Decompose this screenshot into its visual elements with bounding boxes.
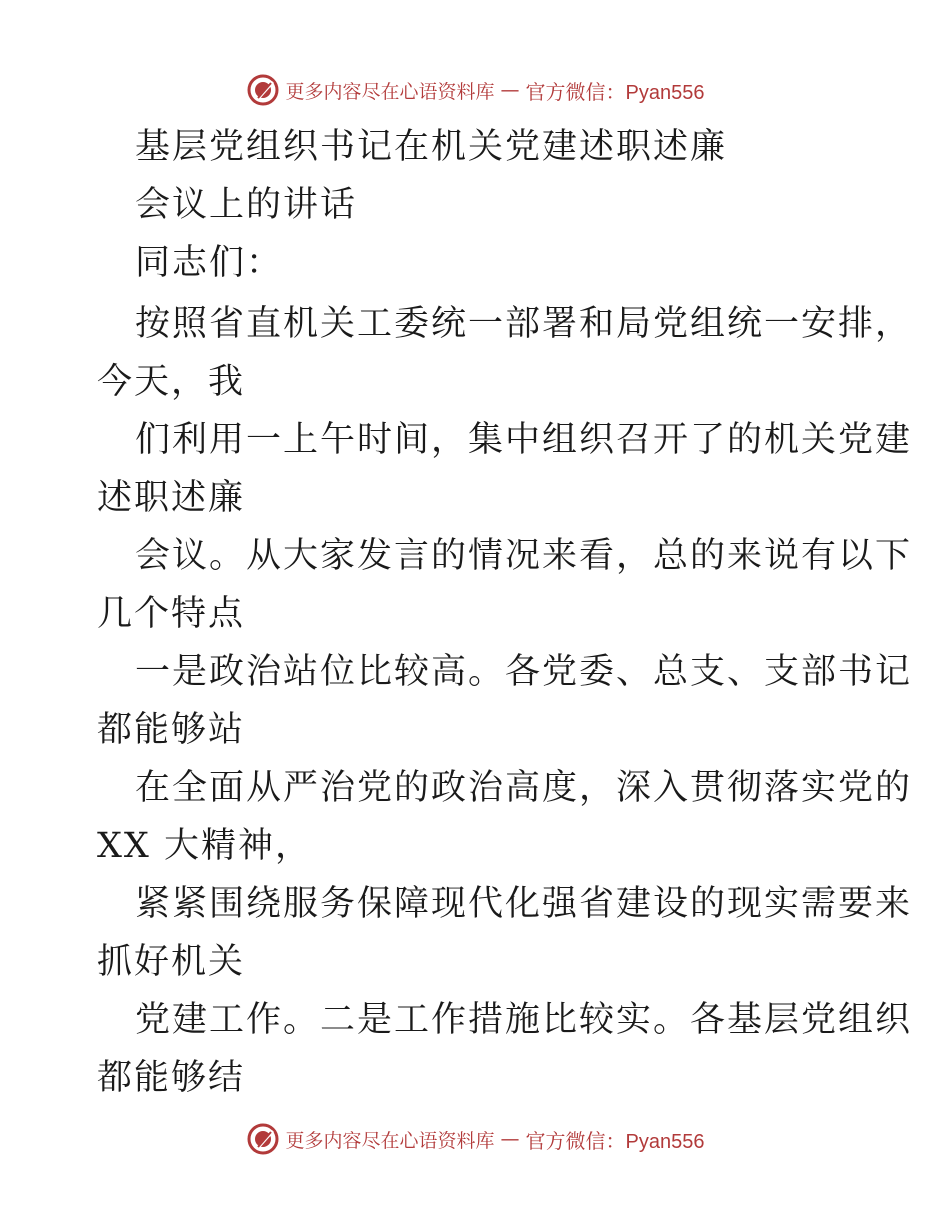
pen-logo-icon: [246, 73, 280, 107]
doc-line: 几个特点: [97, 594, 246, 634]
footer-watermark: [0, 1119, 950, 1159]
doc-line: 一是政治站位比较高。各党委、总支、支部书记: [135, 652, 913, 692]
watermark-text: 更多内容尽在心语资料库: [285, 80, 495, 103]
doc-line: 今天，我: [97, 362, 246, 402]
doc-line: 按照省直机关工委统一部署和局党组统一安排，: [135, 304, 913, 344]
doc-title-line-1: 基层党组织书记在机关党建述职述廉: [135, 127, 728, 167]
doc-line: 们利用一上午时间，集中组织召开了的机关党建: [135, 420, 913, 460]
doc-line: 会议。从大家发言的情况来看，总的来说有以下: [135, 536, 913, 576]
watermark-wechat: 官方微信：Pyan556: [525, 81, 705, 104]
watermark-wechat: 官方微信：Pyan556: [525, 1130, 705, 1153]
doc-line: 在全面从严治党的政治高度，深入贯彻落实党的: [135, 768, 913, 808]
doc-line: XX 大精神，: [97, 826, 312, 866]
header-watermark: [0, 70, 950, 110]
pen-logo-icon: [246, 1122, 280, 1156]
doc-line: 党建工作。二是工作措施比较实。各基层党组织: [135, 1000, 913, 1040]
doc-line: 都能够结: [97, 1058, 246, 1098]
watermark-dash: —: [500, 79, 520, 101]
watermark-dash: —: [500, 1128, 520, 1150]
doc-salutation: 同志们：: [135, 243, 284, 283]
doc-title-line-2: 会议上的讲话: [135, 185, 358, 225]
doc-line: 紧紧围绕服务保障现代化强省建设的现实需要来: [135, 884, 913, 924]
doc-line: 都能够站: [97, 710, 246, 750]
doc-line: 述职述廉: [97, 478, 246, 518]
watermark-text: 更多内容尽在心语资料库: [285, 1129, 495, 1152]
doc-line: 抓好机关: [97, 942, 246, 982]
